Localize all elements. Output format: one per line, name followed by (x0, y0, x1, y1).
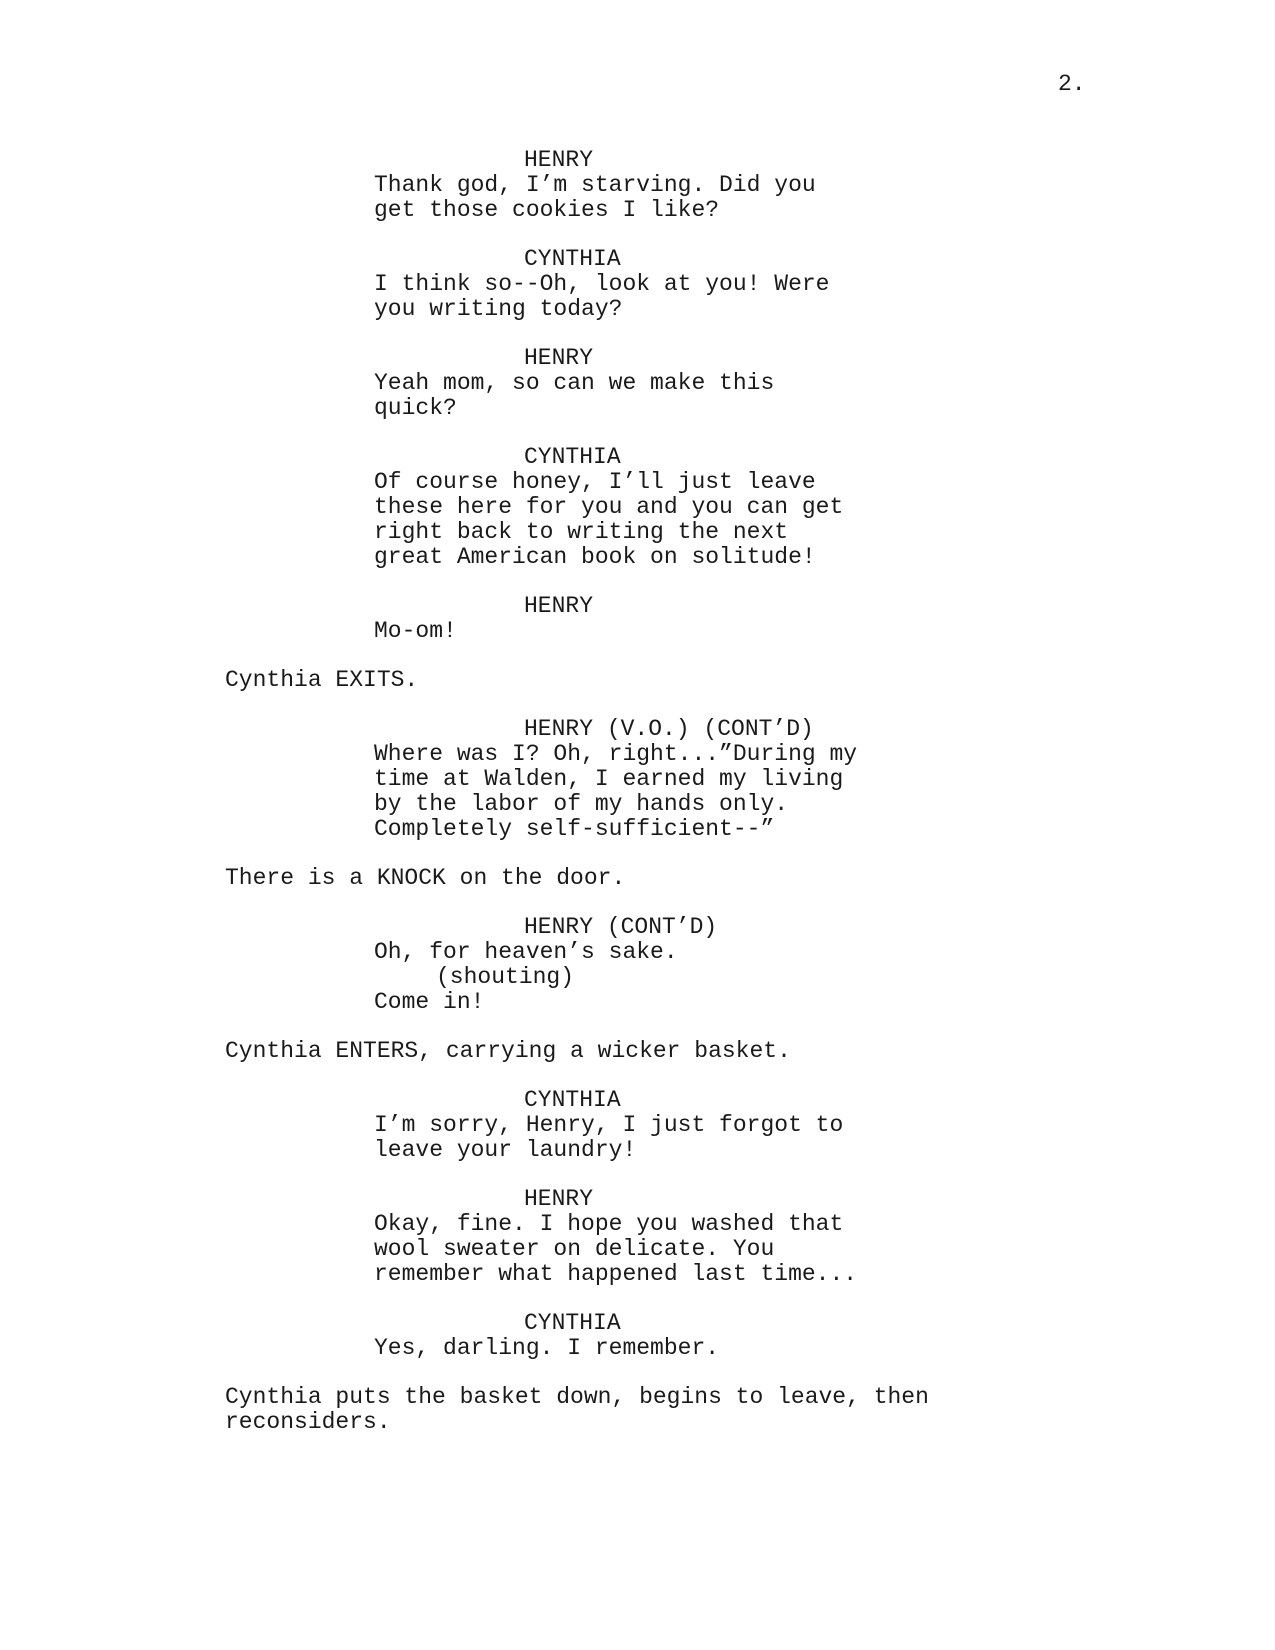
dialogue-block (0, 346, 1275, 421)
page-number: 2. (1058, 71, 1086, 97)
action-line: Cynthia puts the basket down, begins to leave, then (225, 1384, 929, 1410)
dialogue-line: Come in! (374, 989, 485, 1015)
character-name: CYNTHIA (524, 1087, 621, 1113)
character-name: HENRY (V.O.) (CONT’D) (524, 716, 814, 742)
dialogue-line: I’m sorry, Henry, I just forgot to (374, 1112, 844, 1138)
parenthetical-line: (shouting) (436, 964, 575, 990)
action-line: reconsiders. (225, 1409, 391, 1435)
dialogue-line: leave your laundry! (374, 1137, 637, 1163)
character-name: HENRY (CONT’D) (524, 914, 718, 940)
character-name: CYNTHIA (524, 246, 621, 272)
character-name: HENRY (524, 1186, 594, 1212)
dialogue-block (0, 148, 1275, 223)
action-block (0, 866, 1275, 891)
dialogue-line: right back to writing the next (374, 519, 789, 545)
character-name: CYNTHIA (524, 444, 621, 470)
dialogue-line: Okay, fine. I hope you washed that (374, 1211, 844, 1237)
dialogue-block (0, 445, 1275, 570)
dialogue-line: quick? (374, 395, 457, 421)
character-name: HENRY (524, 147, 594, 173)
dialogue-line: Of course honey, I’ll just leave (374, 469, 816, 495)
action-line: Cynthia ENTERS, carrying a wicker basket. (225, 1038, 791, 1064)
action-block (0, 1039, 1275, 1064)
action-line: There is a KNOCK on the door. (225, 865, 626, 891)
dialogue-line: Oh, for heaven’s sake. (374, 939, 678, 965)
dialogue-line: Thank god, I’m starving. Did you (374, 172, 816, 198)
dialogue-line: Where was I? Oh, right...”During my (374, 741, 858, 767)
dialogue-block (0, 1187, 1275, 1287)
script-body (0, 148, 1275, 1459)
character-name: HENRY (524, 593, 594, 619)
action-block (0, 668, 1275, 693)
dialogue-line: you writing today? (374, 296, 623, 322)
dialogue-block (0, 1088, 1275, 1163)
dialogue-block (0, 1311, 1275, 1361)
dialogue-line: Yes, darling. I remember. (374, 1335, 720, 1361)
dialogue-line: Yeah mom, so can we make this (374, 370, 775, 396)
dialogue-block (0, 247, 1275, 322)
dialogue-block (0, 594, 1275, 644)
dialogue-line: wool sweater on delicate. You (374, 1236, 775, 1262)
dialogue-block (0, 717, 1275, 842)
dialogue-line: get those cookies I like? (374, 197, 720, 223)
dialogue-line: great American book on solitude! (374, 544, 816, 570)
action-block (0, 1385, 1275, 1435)
character-name: HENRY (524, 345, 594, 371)
dialogue-block (0, 915, 1275, 1015)
dialogue-line: these here for you and you can get (374, 494, 844, 520)
dialogue-line: Completely self-sufficient--” (374, 816, 775, 842)
dialogue-line: remember what happened last time... (374, 1261, 858, 1287)
character-name: CYNTHIA (524, 1310, 621, 1336)
dialogue-line: by the labor of my hands only. (374, 791, 789, 817)
dialogue-line: time at Walden, I earned my living (374, 766, 844, 792)
dialogue-line: Mo-om! (374, 618, 457, 644)
dialogue-line: I think so--Oh, look at you! Were (374, 271, 830, 297)
action-line: Cynthia EXITS. (225, 667, 419, 693)
